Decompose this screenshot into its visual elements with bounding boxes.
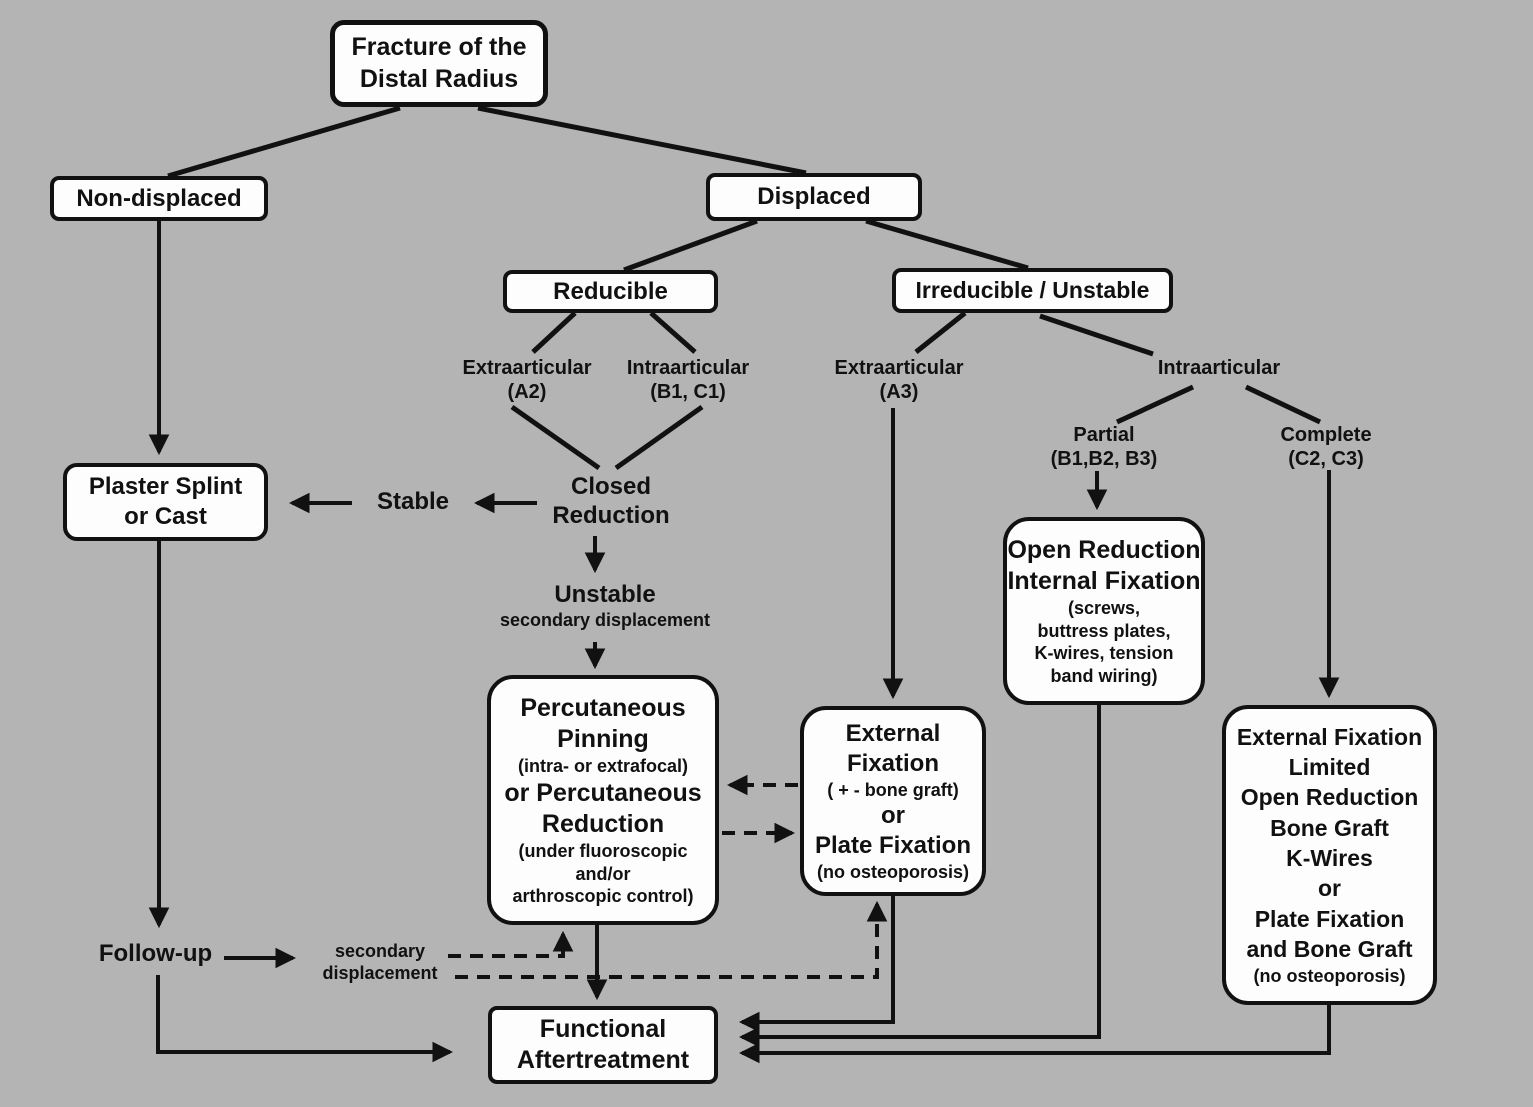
text-line: Bone Graft <box>1270 814 1389 841</box>
text-line: Closed <box>570 473 651 500</box>
label-secondary-displacement <box>305 941 455 984</box>
text-line: Fixation <box>846 749 939 777</box>
text-line: (C2, C3) <box>1288 448 1364 470</box>
text-line: Irreducible / Unstable <box>915 277 1150 304</box>
text-line: Partial <box>1073 424 1135 446</box>
label-closed-reduction <box>531 473 691 531</box>
text-line: External Fixation <box>1236 723 1423 750</box>
text-line: (A3) <box>879 381 919 403</box>
text-line: Reduction <box>552 501 670 529</box>
text-line: (intra- or extrafocal) <box>517 756 689 776</box>
text-line: Stable <box>376 488 450 515</box>
text-line: Extraarticular <box>462 357 592 379</box>
text-line: (B1, C1) <box>650 381 726 403</box>
text-line: buttress plates, <box>1037 620 1171 641</box>
label-unstable <box>480 581 730 631</box>
text-line: Fracture of the <box>351 33 527 62</box>
text-line: displacement <box>322 962 438 983</box>
text-line: Functional <box>539 1014 667 1043</box>
text-line: K-wires, tension <box>1034 643 1174 664</box>
text-line: and Bone Graft <box>1246 936 1413 963</box>
text-line: Aftertreatment <box>516 1046 690 1074</box>
text-line: Complete <box>1280 424 1372 446</box>
node-functional-aftertreatment <box>488 1006 718 1084</box>
text-line: Open Reduction <box>1240 784 1419 811</box>
node-percutaneous-pinning-or-reduction <box>487 675 719 925</box>
text-line: Plate Fixation <box>814 832 972 859</box>
text-line: Extraarticular <box>834 357 964 379</box>
text-line: or Cast <box>124 503 207 530</box>
label-partial-b1b2b3 <box>1024 423 1184 471</box>
text-line: Intraarticular <box>626 357 750 379</box>
node-external-fixation-or-plate-fixation <box>800 706 986 896</box>
node-reducible <box>503 270 718 313</box>
text-line: or <box>881 802 905 829</box>
text-line: band wiring) <box>1050 665 1158 686</box>
text-line: (screws, <box>1067 598 1141 619</box>
text-line: secondary displacement <box>499 609 711 630</box>
text-line: Intraarticular <box>1157 357 1281 379</box>
label-extraarticular-a2 <box>447 356 607 404</box>
text-line: (under fluoroscopic <box>518 841 688 861</box>
text-line: Reduction <box>541 809 665 838</box>
node-plaster-splint-or-cast <box>63 463 268 541</box>
text-line: Reducible <box>553 277 668 305</box>
text-line: arthroscopic control) <box>512 886 694 906</box>
label-extraarticular-a3 <box>819 356 979 404</box>
node-fracture-of-distal-radius <box>330 20 548 107</box>
text-line: Internal Fixation <box>1007 567 1201 595</box>
label-intraarticular-right <box>1139 356 1299 380</box>
text-line: Non-displaced <box>76 184 242 212</box>
node-irreducible-unstable <box>892 268 1173 313</box>
label-stable <box>363 488 463 517</box>
label-complete-c2c3 <box>1246 423 1406 471</box>
text-line: (A2) <box>507 381 547 403</box>
node-non-displaced <box>50 176 268 221</box>
text-line: and/or <box>575 863 631 884</box>
text-line: or Percutaneous <box>504 778 702 807</box>
text-line: External <box>845 719 941 747</box>
label-follow-up <box>88 940 223 969</box>
text-line: Percutaneous <box>520 693 686 722</box>
text-line: ( + - bone graft) <box>827 779 959 800</box>
text-line: (B1,B2, B3) <box>1050 448 1158 470</box>
node-displaced <box>706 173 922 221</box>
text-line: Plate Fixation <box>1254 905 1405 932</box>
text-line: Pinning <box>557 724 649 753</box>
label-intraarticular-b1c1 <box>608 356 768 404</box>
text-line: Follow-up <box>98 940 213 967</box>
text-line: secondary <box>334 941 426 961</box>
text-line: Open Reduction <box>1007 535 1201 564</box>
text-line: (no osteoporosis) <box>817 862 969 882</box>
text-line: or <box>1318 875 1341 902</box>
text-line: (no osteoporosis) <box>1253 965 1406 986</box>
text-line: Unstable <box>554 581 656 608</box>
text-line: Limited <box>1288 754 1371 781</box>
text-line: Plaster Splint <box>88 473 243 500</box>
text-line: Distal Radius <box>359 64 519 93</box>
node-external-fixation-limited-orif <box>1222 705 1437 1005</box>
text-line: Displaced <box>757 183 871 210</box>
node-open-reduction-internal-fixation <box>1003 517 1205 705</box>
text-line: K-Wires <box>1286 845 1373 872</box>
